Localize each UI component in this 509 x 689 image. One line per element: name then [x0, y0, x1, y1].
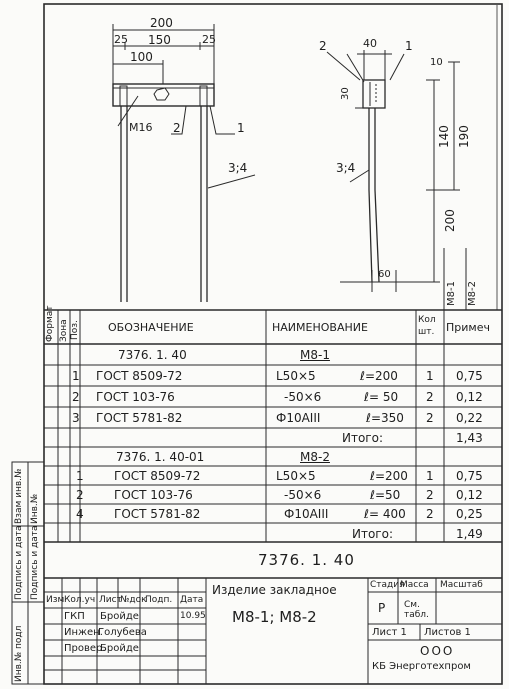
scale-label: Масштаб	[440, 580, 483, 590]
margin-inv-number: Инв.№	[30, 493, 40, 524]
margin-inv-podl: Инв.№ подл	[14, 625, 24, 682]
tb-name: Бройде	[100, 643, 139, 654]
row-length: ℓ=200	[370, 469, 408, 483]
tb-col-podp: Подп.	[145, 595, 173, 605]
item-variants: М8-1; М8-2	[232, 608, 317, 626]
row-pos: 2	[76, 488, 84, 502]
callout-34-right: 3;4	[336, 161, 356, 175]
dim-edge-left: 25	[114, 33, 128, 46]
row-name: -50×6	[284, 390, 322, 404]
dim-half-100: 100	[130, 50, 153, 64]
dim-edge-right: 25	[202, 33, 216, 46]
group-1-designation: 7376. 1. 40	[118, 348, 187, 362]
row-designation: ГОСТ 5781-82	[114, 507, 201, 521]
row-qty: 1	[426, 469, 434, 483]
group-1-total-value: 1,43	[456, 431, 483, 445]
dim-30: 30	[340, 87, 351, 100]
header-pos: Поз.	[70, 320, 80, 340]
header-note: Примеч	[446, 321, 490, 334]
row-designation: ГОСТ 103-76	[96, 390, 175, 404]
tb-role: ГКП	[64, 611, 85, 622]
dim-middle-150: 150	[148, 33, 171, 47]
stage-label: Стадия	[370, 580, 405, 590]
dim-200: 200	[443, 209, 457, 232]
group-1-total-label: Итого:	[342, 431, 383, 445]
dim-10: 10	[430, 57, 443, 68]
row-note: 0,12	[456, 488, 483, 502]
stage-value: Р	[378, 601, 386, 615]
tb-col-ndoc: №док	[120, 595, 147, 605]
sheets-label: Листов 1	[424, 627, 471, 638]
header-designation: ОБОЗНАЧЕНИЕ	[108, 321, 194, 334]
item-title: Изделие закладное	[212, 583, 337, 597]
group-2-total-label: Итого:	[352, 527, 393, 541]
tb-col-data: Дата	[180, 595, 204, 605]
row-pos: 3	[72, 411, 80, 425]
row-name: Ф10АIII	[276, 411, 321, 425]
row-length: ℓ= 50	[364, 390, 399, 404]
mass-value: См. табл.	[404, 600, 429, 620]
row-qty: 2	[426, 411, 434, 425]
row-length: ℓ=350	[366, 411, 404, 425]
group-2-designation: 7376. 1. 40-01	[116, 450, 205, 464]
header-format: Формат	[45, 305, 55, 342]
row-qty: 1	[426, 369, 434, 383]
row-designation: ГОСТ 8509-72	[114, 469, 201, 483]
sheet-label: Лист 1	[372, 627, 407, 638]
mass-label: Масса	[400, 580, 429, 590]
row-pos: 4	[76, 507, 84, 521]
row-note: 0,22	[456, 411, 483, 425]
dim-overall-200: 200	[150, 16, 173, 30]
row-designation: ГОСТ 103-76	[114, 488, 193, 502]
group-2-title: М8-2	[300, 450, 330, 464]
tb-col-list: Лист	[99, 595, 122, 605]
row-note: 0,25	[456, 507, 483, 521]
org-line-1: ООО	[420, 644, 455, 658]
row-note: 0,75	[456, 469, 483, 483]
tb-name: Бройде	[100, 611, 139, 622]
row-pos: 2	[72, 390, 80, 404]
row-note: 0,12	[456, 390, 483, 404]
dim-60: 60	[378, 269, 391, 280]
group-1-title: М8-1	[300, 348, 330, 362]
row-name: L50×5	[276, 369, 316, 383]
callout-1-right: 1	[405, 39, 413, 53]
row-pos: 1	[76, 469, 84, 483]
margin-sign-date-2: Подпись и дата	[30, 525, 40, 600]
tb-col-kolvo: Кол.уч	[64, 595, 96, 605]
row-qty: 2	[426, 507, 434, 521]
row-designation: ГОСТ 8509-72	[96, 369, 183, 383]
row-name: Ф10АIII	[284, 507, 329, 521]
doc-number: 7376. 1. 40	[258, 551, 355, 569]
org-line-2: КБ Энерготехпром	[372, 661, 471, 672]
header-name: НАИМЕНОВАНИЕ	[272, 321, 368, 334]
row-qty: 2	[426, 390, 434, 404]
row-length: ℓ=50	[370, 488, 401, 502]
callout-2-right: 2	[319, 39, 327, 53]
dim-190: 190	[457, 125, 471, 148]
callout-1-left: 1	[237, 121, 245, 135]
row-length: ℓ= 400	[364, 507, 406, 521]
tb-role: Инжен.	[64, 627, 103, 638]
row-note: 0,75	[456, 369, 483, 383]
variant-m8-2: M8-2	[467, 281, 478, 306]
tb-name: Голубева	[98, 627, 147, 638]
group-2-total-value: 1,49	[456, 527, 483, 541]
dim-top-40: 40	[363, 37, 377, 50]
header-qty: Кол шт.	[418, 315, 436, 337]
margin-inv-vzam: Взам инв.№	[14, 468, 24, 524]
thread-label: M16	[129, 121, 153, 134]
variant-m8-1: M8-1	[446, 281, 457, 306]
callout-2-left: 2	[173, 121, 181, 135]
row-qty: 2	[426, 488, 434, 502]
callout-34-left: 3;4	[228, 161, 248, 175]
row-name: -50×6	[284, 488, 322, 502]
tb-col-izm: Изм	[46, 595, 65, 605]
row-pos: 1	[72, 369, 80, 383]
tb-date: 10.95	[180, 611, 206, 621]
row-name: L50×5	[276, 469, 316, 483]
header-zone: Зона	[59, 319, 69, 342]
dim-140: 140	[437, 125, 451, 148]
tb-role: Провер.	[64, 643, 106, 654]
margin-sign-date-1: Подпись и дата	[14, 525, 24, 600]
row-length: ℓ=200	[360, 369, 398, 383]
row-designation: ГОСТ 5781-82	[96, 411, 183, 425]
